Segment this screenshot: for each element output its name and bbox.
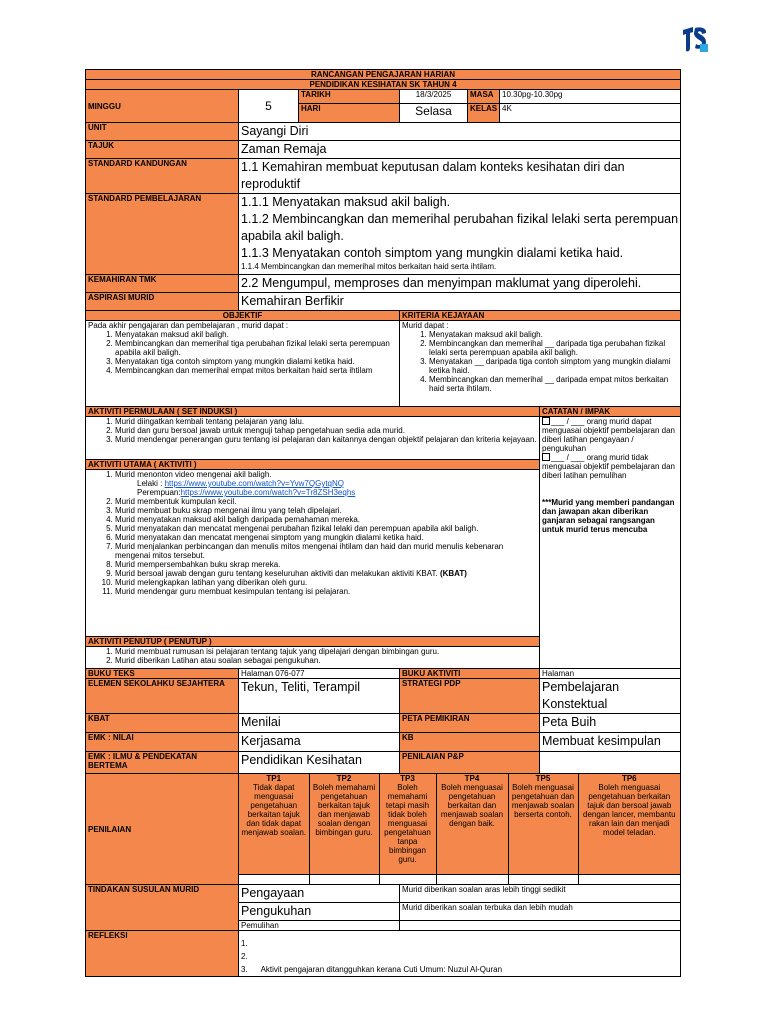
standard-kandungan-label: STANDARD KANDUNGAN	[86, 159, 239, 194]
standard-pembelajaran-label: STANDARD PEMBELAJARAN	[86, 194, 239, 275]
kriteria-heading: KRITERIA KEJAYAAN	[400, 311, 681, 321]
permulaan-item: 2. Murid dan guru bersoal jawab untuk menguji tahap pengetahuan sedia ada murid.	[115, 426, 537, 435]
utama-item: 9. Murid bersoal jawab dengan guru tentang keseluruhan aktiviti dan melakukan aktiviti KBAT. (KBAT)	[115, 569, 537, 578]
permulaan-item: 3. Murid mendengar penerangan guru tentang isi pelajaran dan kaitannya dengan objektif pelajaran dan kriteria kejayaan.	[115, 435, 537, 444]
objektif-body	[86, 321, 400, 407]
utama-item: 8. Murid mempersembahkan buku skrap mereka.	[115, 560, 537, 569]
pengayaan-desc: Murid diberikan soalan aras lebih tinggi sedikit	[400, 885, 681, 903]
permulaan-heading: AKTIVITI PERMULAAN ( SET INDUKSI )	[86, 407, 540, 417]
tarikh-value: 18/3/2025	[400, 90, 468, 104]
refleksi-body	[239, 931, 681, 977]
tp1-cell: TP1 Tidak dapat menguasai pengetahuan berkaitan tajuk dan tidak dapat menjawab soalan.	[239, 774, 309, 874]
perempuan-video-link[interactable]: https://www.youtube.com/watch?v=Tr8ZSH3eqhs	[180, 488, 356, 497]
catatan-line-2: ___ / ___ orang murid tidak menguasai objektif pembelajaran dan diberi latihan pemulihan	[542, 453, 675, 480]
kriteria-item: 1. Menyatakan maksud akil baligh.	[429, 330, 678, 339]
tp-table	[239, 774, 680, 884]
plan-title: RANCANGAN PENGAJARAN HARIAN	[86, 70, 681, 80]
minggu-value: 5	[239, 90, 299, 123]
penilaian-pdp-label: PENILAIAN P&P	[400, 752, 540, 774]
kb-value: Membuat kesimpulan	[540, 733, 681, 752]
penutup-item: 1. Murid membuat rumusan isi pelajaran tentang tajuk yang dipelajari dengan bimbingan guru.	[115, 647, 537, 656]
tp2-cell: TP2 Boleh memahami pengetahuan berkaitan tajuk dan menjawab soalan dengan bimbingan guru.	[309, 774, 379, 874]
peta-value: Peta Buih	[540, 714, 681, 733]
elemen-label: ELEMEN SEKOLAHKU SEJAHTERA	[86, 679, 239, 714]
tp2-mark[interactable]	[309, 874, 379, 884]
aspirasi-value: Kemahiran Berfikir	[239, 293, 681, 311]
masa-value: 10.30pg-10.30pg	[500, 90, 681, 104]
tajuk-label: TAJUK	[86, 141, 239, 159]
pemulihan-label: Pemulihan	[239, 921, 400, 931]
kemahiran-tmk-value: 2.2 Mengumpul, memproses dan menyimpan maklumat yang diperolehi.	[239, 275, 681, 293]
checkbox-icon	[542, 453, 550, 461]
utama-item: 6. Murid menyatakan dan mencatat mengenai simptom yang mungkin dialami ketika haid.	[115, 533, 537, 542]
standard-pembelajaran-value	[239, 194, 681, 275]
utama-item: 11. Murid mendengar guru membuat kesimpulan tentang isi pelajaran.	[115, 587, 537, 596]
kelas-value: 4K	[500, 104, 681, 123]
utama-item: 2. Murid membentuk kumpulan kecil.	[115, 497, 537, 506]
kelas-label: KELAS	[468, 104, 500, 123]
tajuk-value: Zaman Remaja	[239, 141, 681, 159]
penilaian-label: PENILAIAN	[86, 774, 239, 885]
tp6-mark[interactable]	[578, 874, 680, 884]
sp-item: 1.1.1 Menyatakan maksud akil baligh.	[241, 195, 451, 209]
kemahiran-tmk-label: KEMAHIRAN TMK	[86, 275, 239, 293]
objektif-item: 3. Menyatakan tiga contoh simptom yang mungkin dialami ketika haid.	[115, 357, 397, 366]
kb-label: KB	[400, 733, 540, 752]
penutup-body	[86, 647, 540, 669]
strategi-value: Pembelajaran Konstektual	[540, 679, 681, 714]
hari-label: HARI	[299, 104, 400, 123]
lelaki-video-link[interactable]: https://www.youtube.com/watch?v=Yvw7QGytqNQ	[164, 479, 344, 488]
tp1-mark[interactable]	[239, 874, 309, 884]
permulaan-item: 1. Murid diingatkan kembali tentang pelajaran yang lalu.	[115, 417, 537, 426]
emk-ilmu-label: EMK : ILMU & PENDEKATAN BERTEMA	[86, 752, 239, 774]
tp3-cell: TP3 Boleh memahami tetapi masih tidak boleh menguasai pengetahuan tanpa bimbingan guru.	[379, 774, 436, 874]
catatan-heading: CATATAN / IMPAK	[540, 407, 681, 417]
tp6-cell: TP6 Boleh menguasai pengetahuan berkaitan tajuk dan bersoal jawab dengan lancer, membantu rakan lain dan menjadi model teladan.	[578, 774, 680, 874]
utama-item: 4. Murid menyatakan maksud akil baligh daripada pemahaman mereka.	[115, 515, 537, 524]
kbat-label: KBAT	[86, 714, 239, 733]
unit-label: UNIT	[86, 123, 239, 141]
pengukuhan-label: Pengukuhan	[239, 903, 400, 921]
buku-aktiviti-label: BUKU AKTIVITI	[400, 669, 540, 679]
permulaan-body	[86, 417, 540, 460]
utama-heading: AKTIVITI UTAMA ( AKTIVITI )	[86, 460, 540, 470]
school-logo-icon	[680, 24, 710, 54]
buku-teks-value: Halaman 076-077	[239, 669, 400, 679]
masa-label: MASA	[468, 90, 500, 104]
kriteria-item: 2. Membincangkan dan memerihal __ daripada tiga perubahan fizikal lelaki serta perempuan apabila akil baligh.	[429, 339, 678, 357]
tp5-cell: TP5 Boleh menguasai pengetahuan dan menjawab soalan berserta contoh.	[508, 774, 578, 874]
objektif-item: 2. Membincangkan dan memerihal tiga perubahan fizikal lelaki serta perempuan apabila akil baligh.	[115, 339, 397, 357]
utama-item: 5. Murid menyatakan dan mencatat mengenai perubahan fizikal lelaki dan perempuan apabila akil baligh.	[115, 524, 537, 533]
catatan-line-1: ___ / ___ orang murid dapat menguasai objektif pembelajaran dan diberi latihan pengayaan / pengukuhan	[542, 417, 675, 453]
pengayaan-label: Pengayaan	[239, 885, 400, 903]
penilaian-pdp-value	[540, 752, 681, 774]
refleksi-line: 1.	[241, 939, 248, 948]
objektif-item: 1. Menyatakan maksud akil baligh.	[115, 330, 397, 339]
tp3-mark[interactable]	[379, 874, 436, 884]
objektif-heading: OBJEKTIF	[86, 311, 400, 321]
plan-subtitle: PENDIDIKAN KESIHATAN SK TAHUN 4	[86, 80, 681, 90]
utama-item: 1. Murid menonton video mengenai akil baligh. Lelaki : https://www.youtube.com/watch?v=Yvw7QGytqNQ Perempuan:https://www.youtube.com/watch?v=Tr8ZSH3eqhs	[115, 470, 537, 497]
penilaian-body	[239, 774, 681, 885]
catatan-body	[540, 417, 681, 669]
sp-item: 1.1.3 Menyatakan contoh simptom yang mungkin dialami ketika haid.	[241, 246, 624, 260]
buku-aktiviti-value: Halaman	[540, 669, 681, 679]
hari-value: Selasa	[400, 104, 468, 123]
refleksi-line: 3. Aktivit pengajaran ditangguhkan kerana Cuti Umum: Nuzul Al-Quran	[241, 965, 503, 974]
utama-item: 10. Murid melengkapkan latihan yang diberikan oleh guru.	[115, 578, 537, 587]
tindakan-label: TINDAKAN SUSULAN MURID	[86, 885, 239, 931]
elemen-value: Tekun, Teliti, Terampil	[239, 679, 400, 714]
utama-body	[86, 470, 540, 637]
refleksi-label: REFLEKSI	[86, 931, 239, 977]
emk-ilmu-value: Pendidikan Kesihatan	[239, 752, 400, 774]
pemulihan-desc	[400, 921, 681, 931]
peta-label: PETA PEMIKIRAN	[400, 714, 540, 733]
objektif-item: 4. Membincangkan dan memerihal empat mitos berkaitan haid serta ihtilam	[115, 366, 397, 375]
kbat-value: Menilai	[239, 714, 400, 733]
kriteria-body	[400, 321, 681, 407]
penutup-heading: AKTIVITI PENUTUP ( PENUTUP )	[86, 637, 540, 647]
emk-nilai-label: EMK : NILAI	[86, 733, 239, 752]
utama-item: 7. Murid menjalankan perbincangan dan menulis mitos mengenai ihtilam dan haid dan murid menulis kebenaran mengenai mitos tersebut.	[115, 542, 537, 560]
sp-item: 1.1.2 Membincangkan dan memerihal perubahan fizikal lelaki serta perempuan apabila akil baligh.	[241, 212, 679, 243]
pengukuhan-desc: Murid diberikan soalan terbuka dan lebih mudah	[400, 903, 681, 921]
tarikh-label: TARIKH	[299, 90, 400, 104]
sp-item-small: 1.1.4 Membincangkan dan memerihal mitos berkaitan haid serta ihtilam.	[241, 262, 497, 271]
standard-kandungan-value: 1.1 Kemahiran membuat keputusan dalam konteks kesihatan diri dan reproduktif	[239, 159, 681, 194]
catatan-note: ***Murid yang memberi pandangan dan jawapan akan diberikan ganjaran sebagai rangsangan untuk murid terus mencuba	[542, 498, 675, 534]
utama-item: 3. Murid membuat buku skrap mengenai ilmu yang telah dipelajari.	[115, 506, 537, 515]
kriteria-item: 3. Menyatakan __ daripada tiga contoh simptom yang mungkin dialami ketika haid.	[429, 357, 678, 375]
emk-nilai-value: Kerjasama	[239, 733, 400, 752]
tp5-mark[interactable]	[508, 874, 578, 884]
lesson-plan-table	[85, 69, 681, 977]
tp4-cell: TP4 Boleh menguasai pengetahuan berkaitan dan menjawab soalan dengan baik.	[436, 774, 508, 874]
aspirasi-label: ASPIRASI MURID	[86, 293, 239, 311]
unit-value: Sayangi Diri	[239, 123, 681, 141]
refleksi-line: 2.	[241, 952, 248, 961]
kriteria-intro: Murid dapat :	[402, 321, 449, 330]
penutup-item: 2. Murid diberikan Latihan atau soalan sebagai pengukuhan.	[115, 656, 537, 665]
objektif-intro: Pada akhir pengajaran dan pembelajaran , murid dapat :	[88, 321, 289, 330]
checkbox-icon	[542, 417, 550, 425]
strategi-label: STRATEGI PDP	[400, 679, 540, 714]
minggu-label: MINGGU	[86, 90, 239, 123]
tp4-mark[interactable]	[436, 874, 508, 884]
kriteria-item: 4. Membincangkan dan memerihal __ daripada empat mitos berkaitan haid serta ihtilam.	[429, 375, 678, 393]
buku-teks-label: BUKU TEKS	[86, 669, 239, 679]
